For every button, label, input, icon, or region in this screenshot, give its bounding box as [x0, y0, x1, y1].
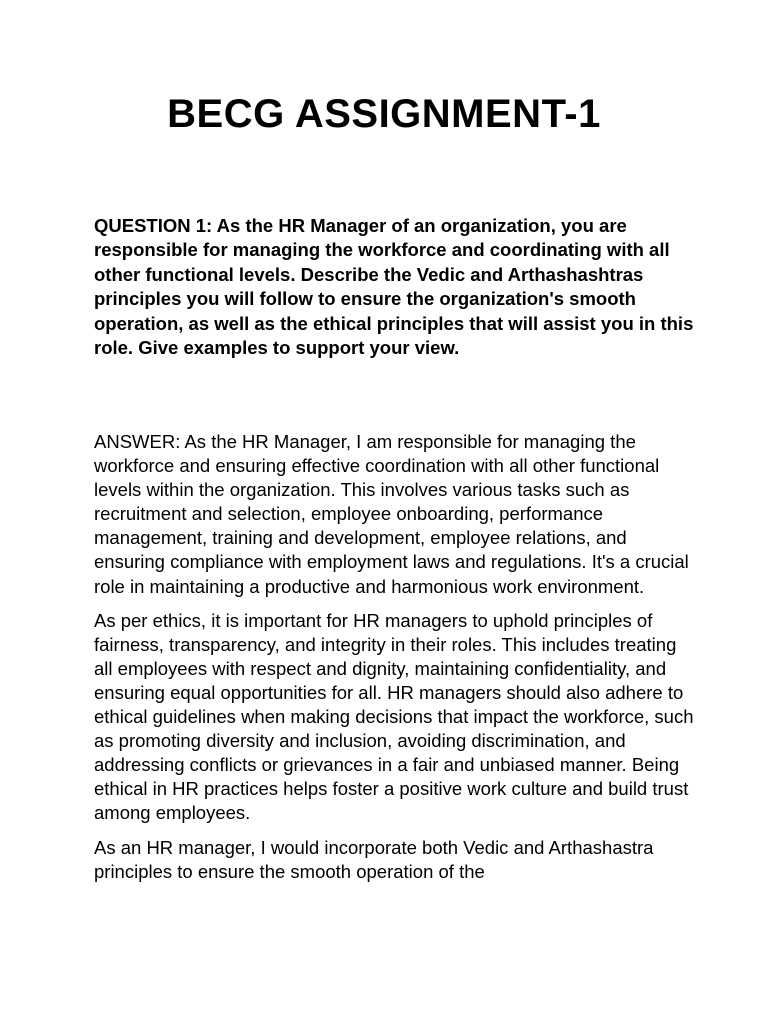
- answer-section: [94, 430, 694, 894]
- answer-paragraph-1: ANSWER: As the HR Manager, I am responsible for managing the workforce and ensuring effective coordination with all other functional levels within the organization. This involves various tasks such as recruitment and selection, employee onboarding, performance management, training and development, employee relations, and ensuring compliance with employment laws and regulations. It's a crucial role in maintaining a productive and harmonious work environment.: [94, 431, 689, 597]
- answer-paragraph-3: As an HR manager, I would incorporate both Vedic and Arthashastra principles to ensure the smooth operation of the: [94, 836, 654, 882]
- answer-paragraph-2: As per ethics, it is important for HR managers to uphold principles of fairness, transparency, and integrity in their roles. This includes treating all employees with respect and dignity, maintaining confidentiality, and ensuring equal opportunities for all. HR managers should also adhere to ethical guidelines when making decisions that impact the workforce, such as promoting diversity and inclusion, avoiding discrimination, and addressing conflicts or grievances in a fair and unbiased manner. Being ethical in HR practices helps foster a positive work culture and build trust among employees.: [94, 609, 694, 824]
- question-text: QUESTION 1: As the HR Manager of an organization, you are responsible for managing the workforce and coordinating with all other functional levels. Describe the Vedic and Arthashashtras principles you will follow to ensure the organization's smooth operation, as well as the ethical principles that will assist you in this role. Give examples to support your view.: [94, 215, 694, 359]
- document-title: BECG ASSIGNMENT-1: [167, 92, 601, 136]
